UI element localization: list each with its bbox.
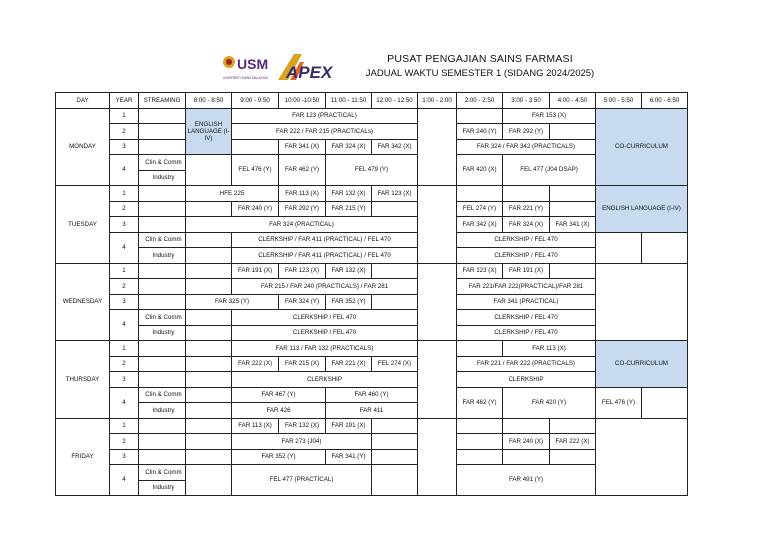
year-cell: 4 — [110, 387, 139, 418]
class-cell: FAR 292 (Y) — [279, 201, 326, 217]
class-cell: FAR 132 (X) — [279, 418, 326, 434]
empty-cell — [139, 217, 186, 233]
table-row — [56, 294, 688, 310]
empty-cell — [596, 418, 688, 496]
col-header: 11:00 - 11:50 — [326, 93, 372, 109]
class-cell: FAR 153 (X) — [503, 108, 596, 124]
class-cell: CLERKSHIP / FAR 411 (PRACTICAL) / FEL 470 — [232, 248, 418, 264]
col-header: 3:00 - 3:50 — [503, 93, 550, 109]
table-row — [56, 108, 688, 124]
class-cell: FAR 462 (Y) — [457, 387, 503, 418]
table-row — [56, 139, 688, 155]
empty-cell — [186, 356, 232, 372]
header-row — [56, 93, 688, 109]
empty-cell — [550, 418, 596, 434]
class-cell: FAR 324 (X) — [503, 217, 550, 233]
empty-cell — [457, 418, 503, 434]
class-cell: FAR 132 (X) — [326, 263, 372, 279]
class-cell: FAR 123 (PRACTICAL) — [232, 108, 418, 124]
class-cell: FAR 215 / FAR 240 (PRACTICALS) / FAR 281 — [232, 279, 418, 295]
stream-cell: Clin & Comm — [139, 232, 186, 248]
class-cell: FAR 123 (X) — [372, 186, 418, 202]
class-cell: CLERKSHIP / FEL 470 — [232, 310, 418, 326]
table-row — [56, 341, 688, 357]
stream-cell: Industry — [139, 480, 186, 496]
stream-cell: Industry — [139, 248, 186, 264]
year-cell: 2 — [110, 124, 139, 140]
class-cell: FEL 477 (J04 DSAP) — [503, 155, 596, 186]
col-header: 6:00 - 6:50 — [642, 93, 688, 109]
year-cell: 4 — [110, 155, 139, 186]
empty-cell — [139, 418, 186, 434]
table-row — [56, 387, 688, 403]
empty-cell — [596, 232, 642, 263]
class-cell: CLERKSHIP — [232, 372, 418, 388]
stream-cell: Clin & Comm — [139, 310, 186, 326]
empty-cell — [186, 449, 232, 465]
empty-cell — [186, 325, 232, 341]
empty-cell — [186, 403, 232, 419]
class-cell: FAR 221 / FAR 222 (PRACTICALS) — [457, 356, 596, 372]
class-cell: FAR 191 (X) — [326, 418, 372, 434]
co-curriculum-cell: CO-CURRICULUM — [596, 108, 688, 186]
empty-cell — [457, 449, 503, 465]
class-cell: FAR 191 (X) — [232, 263, 279, 279]
class-cell: FAR 411 — [326, 403, 418, 419]
table-row — [56, 372, 688, 388]
table-row — [56, 155, 688, 171]
lunch-cell — [418, 341, 457, 419]
col-header: 10:00 -10:50 — [279, 93, 326, 109]
class-cell: FAR 342 (X) — [457, 217, 503, 233]
year-cell: 3 — [110, 449, 139, 465]
class-cell: FEL 476 (Y) — [232, 155, 279, 186]
class-cell: FAR 491 (Y) — [457, 465, 596, 496]
empty-cell — [186, 279, 232, 295]
class-cell: FAR 324 (PRACTICAL) — [186, 217, 418, 233]
document-header — [0, 0, 768, 92]
class-cell: FAR 462 (Y) — [279, 155, 326, 186]
empty-cell — [550, 186, 596, 202]
class-cell: FAR 221/FAR 222(PRACTICAL)/FAR 281 — [457, 279, 596, 295]
empty-cell — [457, 186, 503, 202]
stream-cell: Industry — [139, 170, 186, 186]
class-cell: CLERKSHIP / FEL 470 — [457, 310, 596, 326]
table-row — [56, 279, 688, 295]
lunch-cell — [418, 108, 457, 186]
col-header: 2:00 - 2:50 — [457, 93, 503, 109]
empty-cell — [372, 418, 418, 434]
empty-cell — [139, 186, 186, 202]
year-cell: 3 — [110, 217, 139, 233]
class-cell: FAR 132 (X) — [326, 186, 372, 202]
english-language-cell: ENGLISH LANGUAGE (I-IV) — [186, 108, 232, 155]
year-cell: 4 — [110, 310, 139, 341]
class-cell: FAR 221 (Y) — [503, 201, 550, 217]
stream-cell: Clin & Comm — [139, 387, 186, 403]
class-cell: FAR 222 / FAR 215 (PRACTICALs) — [232, 124, 418, 140]
year-cell: 2 — [110, 434, 139, 450]
english-language-cell: ENGLISH LANGUAGE (I-IV) — [596, 186, 688, 233]
empty-cell — [232, 139, 279, 155]
empty-cell — [186, 434, 232, 450]
class-cell: FAR 191 (X) — [503, 263, 550, 279]
empty-cell — [139, 341, 186, 357]
empty-cell — [186, 418, 232, 434]
table-row — [56, 248, 688, 264]
empty-cell — [372, 434, 418, 450]
empty-cell — [186, 310, 232, 326]
day-label: FRIDAY — [56, 418, 110, 496]
stream-cell: Clin & Comm — [139, 465, 186, 481]
empty-cell — [186, 248, 232, 264]
class-cell: FAR 215 (X) — [279, 356, 326, 372]
year-cell: 4 — [110, 232, 139, 263]
empty-cell — [139, 263, 186, 279]
stream-cell: Industry — [139, 325, 186, 341]
col-header: 1:00 - 2:00 — [418, 93, 457, 109]
class-cell: FAR 420 (Y) — [503, 387, 596, 418]
school-title: PUSAT PENGAJIAN SAINS FARMASI — [387, 53, 573, 65]
class-cell: FAR 113 / FAR 132 (PRACTICALS) — [232, 341, 418, 357]
empty-cell — [139, 201, 186, 217]
empty-cell — [186, 155, 232, 186]
year-cell: 2 — [110, 279, 139, 295]
day-label: MONDAY — [56, 108, 110, 186]
class-cell: FAR 113 (X) — [232, 418, 279, 434]
empty-cell — [186, 372, 232, 388]
class-cell: FAR 325 (Y) — [186, 294, 279, 310]
empty-cell — [457, 108, 503, 124]
empty-cell — [186, 201, 232, 217]
col-header: 12:00 - 12:50 — [372, 93, 418, 109]
empty-cell — [642, 387, 688, 418]
class-cell: FAR 215 (Y) — [326, 201, 372, 217]
empty-cell — [457, 341, 503, 357]
class-cell: FAR 460 (Y) — [326, 387, 418, 403]
usm-logo — [222, 52, 274, 82]
year-cell: 2 — [110, 356, 139, 372]
col-header: 4:00 - 4:50 — [550, 93, 596, 109]
table-row — [56, 124, 688, 140]
class-cell: CLERKSHIP — [457, 372, 596, 388]
col-header: 9:00 - 9:50 — [232, 93, 279, 109]
empty-cell — [503, 186, 550, 202]
class-cell: FAR 240 (X) — [503, 434, 550, 450]
table-row — [56, 434, 688, 450]
year-cell: 1 — [110, 418, 139, 434]
lunch-cell — [418, 186, 457, 264]
col-header: DAY — [56, 93, 110, 109]
class-cell: HFE 225 — [186, 186, 279, 202]
class-cell: FAR 352 (Y) — [326, 294, 372, 310]
table-row — [56, 186, 688, 202]
empty-cell — [372, 465, 418, 496]
table-row — [56, 356, 688, 372]
class-cell: FAR 324 / FAR 342 (PRACTICALS) — [457, 139, 596, 155]
class-cell: FAR 341 (X) — [550, 217, 596, 233]
class-cell: FAR 341 (PRACTICAL) — [457, 294, 596, 310]
year-cell: 3 — [110, 372, 139, 388]
class-cell: FAR 123 (X) — [279, 263, 326, 279]
class-cell: FAR 342 (X) — [372, 139, 418, 155]
year-cell: 2 — [110, 201, 139, 217]
empty-cell — [139, 139, 186, 155]
class-cell: FAR 240 (Y) — [232, 201, 279, 217]
class-cell: FAR 222 (X) — [550, 434, 596, 450]
table-row — [56, 310, 688, 326]
empty-cell — [186, 232, 232, 248]
empty-cell — [372, 294, 418, 310]
class-cell: FAR 113 (X) — [279, 186, 326, 202]
empty-cell — [372, 201, 418, 217]
day-label: THURSDAY — [56, 341, 110, 419]
class-cell: FAR 292 (Y) — [503, 124, 550, 140]
empty-cell — [642, 232, 688, 263]
class-cell: FAR 352 (Y) — [232, 449, 326, 465]
class-cell: CLERKSHIP / FEL 470 — [457, 325, 596, 341]
empty-cell — [186, 387, 232, 403]
table-row — [56, 263, 688, 279]
year-cell: 1 — [110, 341, 139, 357]
year-cell: 3 — [110, 294, 139, 310]
empty-cell — [503, 418, 550, 434]
year-cell: 1 — [110, 263, 139, 279]
col-header: 5:00 - 5:50 — [596, 93, 642, 109]
table-row — [56, 325, 688, 341]
class-cell: FEL 479 (Y) — [326, 155, 418, 186]
table-row — [56, 217, 688, 233]
class-cell: FAR 341 (Y) — [326, 449, 372, 465]
day-label: WEDNESDAY — [56, 263, 110, 341]
empty-cell — [139, 108, 186, 124]
day-label: TUESDAY — [56, 186, 110, 264]
empty-cell — [550, 449, 596, 465]
class-cell: FEL 274 (Y) — [457, 201, 503, 217]
empty-cell — [372, 449, 418, 465]
empty-cell — [139, 294, 186, 310]
timetable — [55, 92, 688, 496]
empty-cell — [596, 263, 688, 341]
empty-cell — [139, 356, 186, 372]
class-cell: FAR 222 (X) — [232, 356, 279, 372]
empty-cell — [550, 263, 596, 279]
col-header: 8:00 - 8:50 — [186, 93, 232, 109]
empty-cell — [550, 201, 596, 217]
stream-cell: Industry — [139, 403, 186, 419]
class-cell: CLERKSHIP / FEL 470 — [232, 325, 418, 341]
class-cell: FAR 324 (X) — [326, 139, 372, 155]
empty-cell — [457, 434, 503, 450]
empty-cell — [139, 434, 186, 450]
lunch-cell — [418, 418, 457, 496]
class-cell: CLERKSHIP / FEL 470 — [457, 232, 596, 248]
class-cell: FAR 426 — [232, 403, 326, 419]
class-cell: FAR 273 (J04) — [232, 434, 372, 450]
table-row — [56, 232, 688, 248]
empty-cell — [372, 263, 418, 279]
class-cell: FAR 324 (Y) — [279, 294, 326, 310]
class-cell: FEL 476 (Y) — [596, 387, 642, 418]
table-row — [56, 465, 688, 481]
empty-cell — [139, 279, 186, 295]
class-cell: CLERKSHIP / FAR 411 (PRACTICAL) / FEL 470 — [232, 232, 418, 248]
class-cell: FAR 341 (X) — [279, 139, 326, 155]
empty-cell — [139, 372, 186, 388]
col-header: STREAMING — [139, 93, 186, 109]
class-cell: CLERKSHIP / FEL 470 — [457, 248, 596, 264]
co-curriculum-cell: CO-CURRICULUM — [596, 341, 688, 388]
class-cell: FAR 123 (X) — [457, 263, 503, 279]
empty-cell — [186, 465, 232, 496]
year-cell: 4 — [110, 465, 139, 496]
apex-logo-text: APEX — [286, 63, 333, 82]
usm-logo-subtext: UNIVERSITI SAINS MALAYSIA — [223, 76, 268, 80]
empty-cell — [550, 124, 596, 140]
apex-logo — [276, 50, 344, 84]
table-row — [56, 418, 688, 434]
usm-logo-text: USM — [237, 56, 269, 72]
lunch-cell — [418, 263, 457, 341]
empty-cell — [186, 341, 232, 357]
class-cell: FAR 467 (Y) — [232, 387, 326, 403]
empty-cell — [186, 263, 232, 279]
col-header: YEAR — [110, 93, 139, 109]
table-row — [56, 449, 688, 465]
table-row — [56, 201, 688, 217]
empty-cell — [503, 449, 550, 465]
class-cell: FAR 221 (X) — [326, 356, 372, 372]
empty-cell — [139, 449, 186, 465]
year-cell: 1 — [110, 186, 139, 202]
year-cell: 1 — [110, 108, 139, 124]
class-cell: FAR 113 (X) — [503, 341, 596, 357]
class-cell: FAR 240 (Y) — [457, 124, 503, 140]
timetable-title: JADUAL WAKTU SEMESTER 1 (SIDANG 2024/2025) — [365, 68, 595, 79]
class-cell: FEL 477 (PRACTICAL) — [232, 465, 372, 496]
empty-cell — [139, 124, 186, 140]
stream-cell: Clin & Comm — [139, 155, 186, 171]
class-cell: FAR 420 (X) — [457, 155, 503, 186]
year-cell: 3 — [110, 139, 139, 155]
class-cell: FEL 274 (X) — [372, 356, 418, 372]
